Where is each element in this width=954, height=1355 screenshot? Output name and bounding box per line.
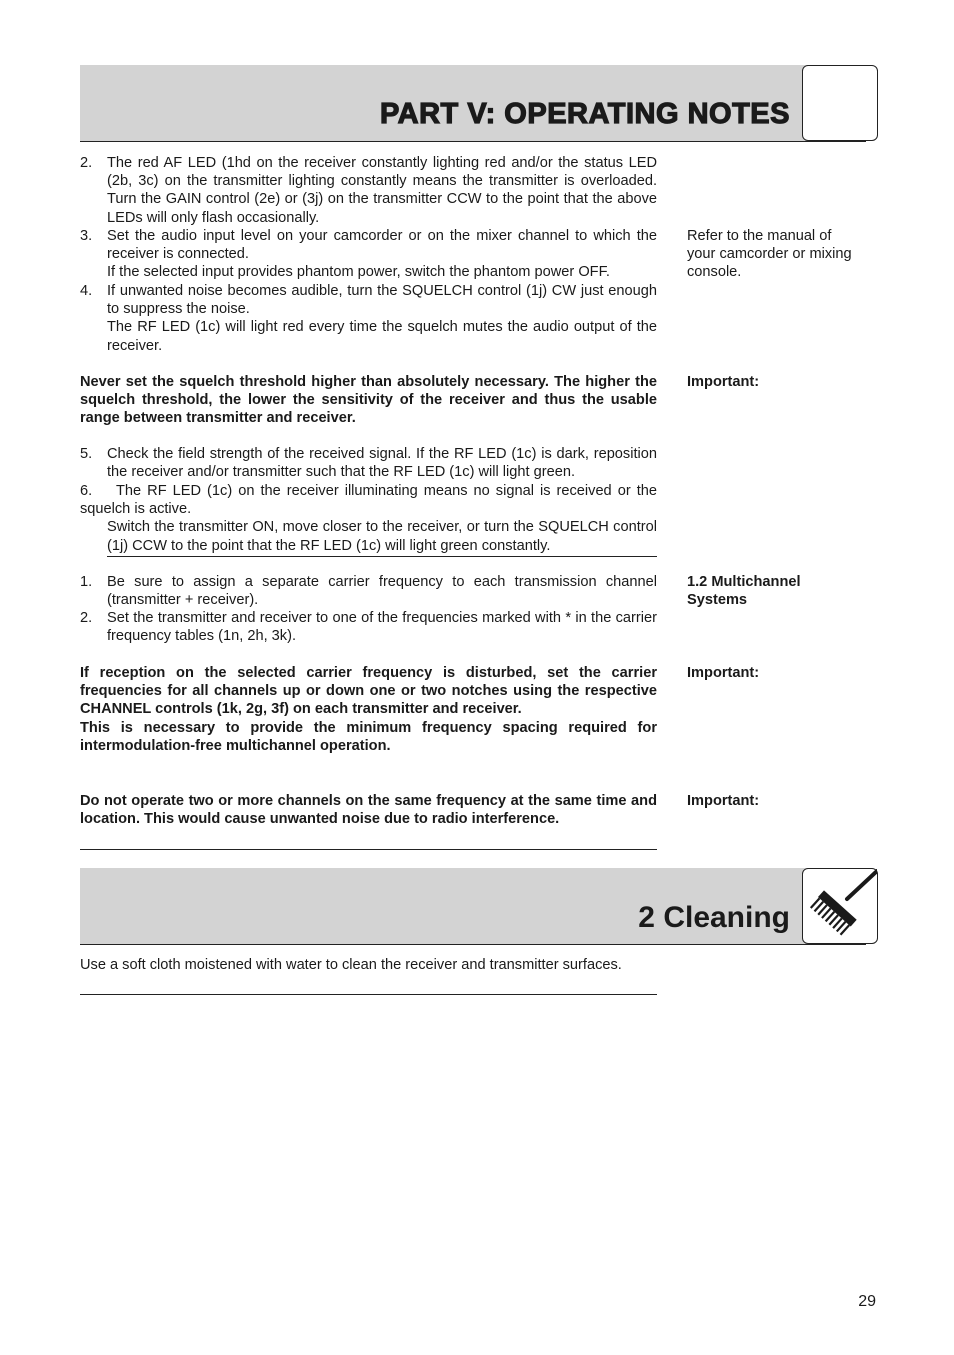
list-item-number: 3.	[80, 228, 93, 244]
brush-icon	[803, 869, 877, 943]
important-note-frequency	[80, 664, 657, 755]
important-text: If reception on the selected carrier frequency is disturbed, set the carrier frequencies for all channels up or down one or two notches using the respective CHANNEL controls (1k, 2g, 3f) on each transmitter and receiver.	[80, 665, 657, 718]
section-title-cleaning: 2 Cleaning	[638, 901, 790, 934]
section-heading-multichannel	[687, 573, 867, 609]
section-heading-line: 1.2 Multichannel	[687, 574, 801, 590]
list-item-text: If unwanted noise becomes audible, turn the SQUELCH control (1j) CW just enough to suppress the noise.	[107, 283, 657, 318]
section-divider	[80, 849, 657, 850]
important-label: Important:	[687, 665, 760, 681]
header-icon-box	[802, 65, 878, 141]
list-item	[80, 154, 657, 227]
header-icon-box	[802, 868, 878, 944]
section-divider	[107, 556, 657, 557]
important-note-interference: Do not operate two or more channels on the same frequency at the same time and location. This would cause unwanted noise due to radio interference.	[80, 793, 657, 828]
list-item-text: Check the field strength of the received signal. If the RF LED (1c) is dark, reposition the receiver and/or transmitter such that the RF LED (1c) will light green.	[107, 446, 657, 481]
section-heading-line: Systems	[687, 592, 748, 609]
list-item	[80, 482, 657, 555]
list-item-number: 5.	[80, 446, 93, 462]
list-item-text: The RF LED (1c) on the receiver illuminating means no signal is received or the squelch is active.	[80, 483, 657, 518]
list-item-number: 2.	[80, 610, 93, 626]
list-item	[80, 573, 657, 609]
list-item-number: 2.	[80, 155, 93, 171]
important-note-squelch: Never set the squelch threshold higher than absolutely necessary. The higher the squelch threshold, the lower the sensitivity of the receiver and thus the usable range between transmitter and receiver.	[80, 374, 657, 427]
list-item-text: If the selected input provides phantom power, switch the phantom power OFF.	[107, 264, 610, 281]
list-item-text: The RF LED (1c) will light red every time the squelch mutes the audio output of the receiver.	[107, 319, 657, 354]
list-item-number: 4.	[80, 283, 93, 299]
list-item-text: Be sure to assign a separate carrier frequency to each transmission channel (transmitter + receiver).	[107, 574, 657, 609]
page-title: PART V: OPERATING NOTES	[379, 98, 790, 130]
section-divider	[80, 994, 657, 995]
page-number: 29	[858, 1293, 876, 1310]
side-note-manual: Refer to the manual of your camcorder or mixing console.	[687, 228, 852, 281]
list-item	[80, 282, 657, 355]
list-item-text: Set the audio input level on your camcorder or on the mixer channel to which the receiver is connected.	[107, 228, 657, 263]
important-label: Important:	[687, 793, 760, 809]
cleaning-instructions: Use a soft cloth moistened with water to clean the receiver and transmitter surfaces.	[80, 957, 622, 973]
list-item-text: The red AF LED (1hd on the receiver constantly lighting red and/or the status LED (2b, 3c) on the transmitter lighting constantly means the transmitter is overloaded. Turn the GAIN control (2e) or (3j) on the transmitter CCW to the point that the above LEDs will only flash occasionally.	[107, 155, 657, 226]
list-item-number: 6.	[80, 483, 93, 499]
list-item-text: Switch the transmitter ON, move closer to the receiver, or turn the SQUELCH control (1j) CCW to the point that the RF LED (1c) will light green constantly.	[107, 519, 657, 554]
list-item	[80, 609, 657, 645]
list-item	[80, 445, 657, 481]
list-item-text	[80, 482, 657, 518]
list-item-text: Set the transmitter and receiver to one of the frequencies marked with * in the carrier frequency tables (1n, 2h, 3k).	[107, 610, 657, 645]
list-item-number: 1.	[80, 574, 93, 590]
important-text: This is necessary to provide the minimum frequency spacing required for intermodulation-free multichannel operation.	[80, 719, 657, 754]
important-label: Important:	[687, 374, 760, 390]
list-item	[80, 227, 657, 282]
